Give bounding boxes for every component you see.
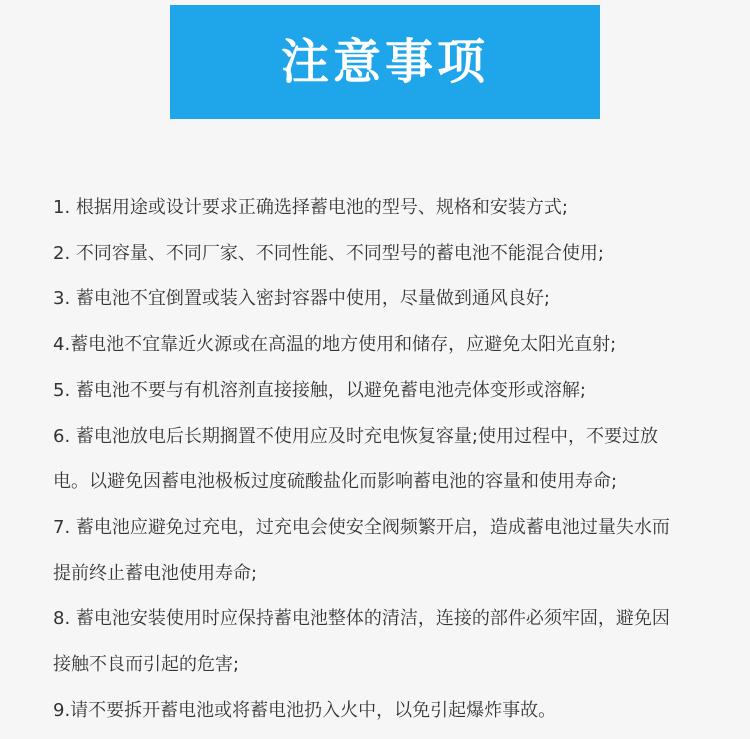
- note-line: 提前终止蓄电池使用寿命;: [53, 562, 258, 584]
- note-line: 1. 根据用途或设计要求正确选择蓄电池的型号、规格和安装方式;: [53, 197, 568, 218]
- note-line: 7. 蓄电池应避免过充电，过充电会使安全阀频繁开启，造成蓄电池过量失水而: [53, 516, 670, 538]
- note-line: 电。以避免因蓄电池极板过度硫酸盐化而影响蓄电池的容量和使用寿命;: [53, 471, 618, 493]
- note-line: 2. 不同容量、不同厂家、不同性能、不同型号的蓄电池不能混合使用;: [53, 242, 604, 264]
- note-line: 4.蓄电池不宜靠近火源或在高温的地方使用和储存，应避免太阳光直射;: [53, 334, 617, 356]
- notes-list: [53, 185, 723, 733]
- page-title: 注意事项: [280, 34, 489, 90]
- note-line: 5. 蓄电池不要与有机溶剂直接接触，以避免蓄电池壳体变形或溶解;: [53, 379, 586, 401]
- title-banner: [170, 5, 600, 119]
- note-line: 接触不良而引起的危害;: [53, 654, 240, 676]
- note-line: 6. 蓄电池放电后长期搁置不使用应及时充电恢复容量;使用过程中，不要过放: [53, 425, 658, 447]
- note-line: 9.请不要拆开蓄电池或将蓄电池扔入火中，以免引起爆炸事故。: [53, 699, 557, 721]
- note-line: 8. 蓄电池安装使用时应保持蓄电池整体的清洁，连接的部件必须牢固，避免因: [53, 608, 670, 630]
- note-line: 3. 蓄电池不宜倒置或装入密封容器中使用，尽量做到通风良好;: [53, 288, 550, 310]
